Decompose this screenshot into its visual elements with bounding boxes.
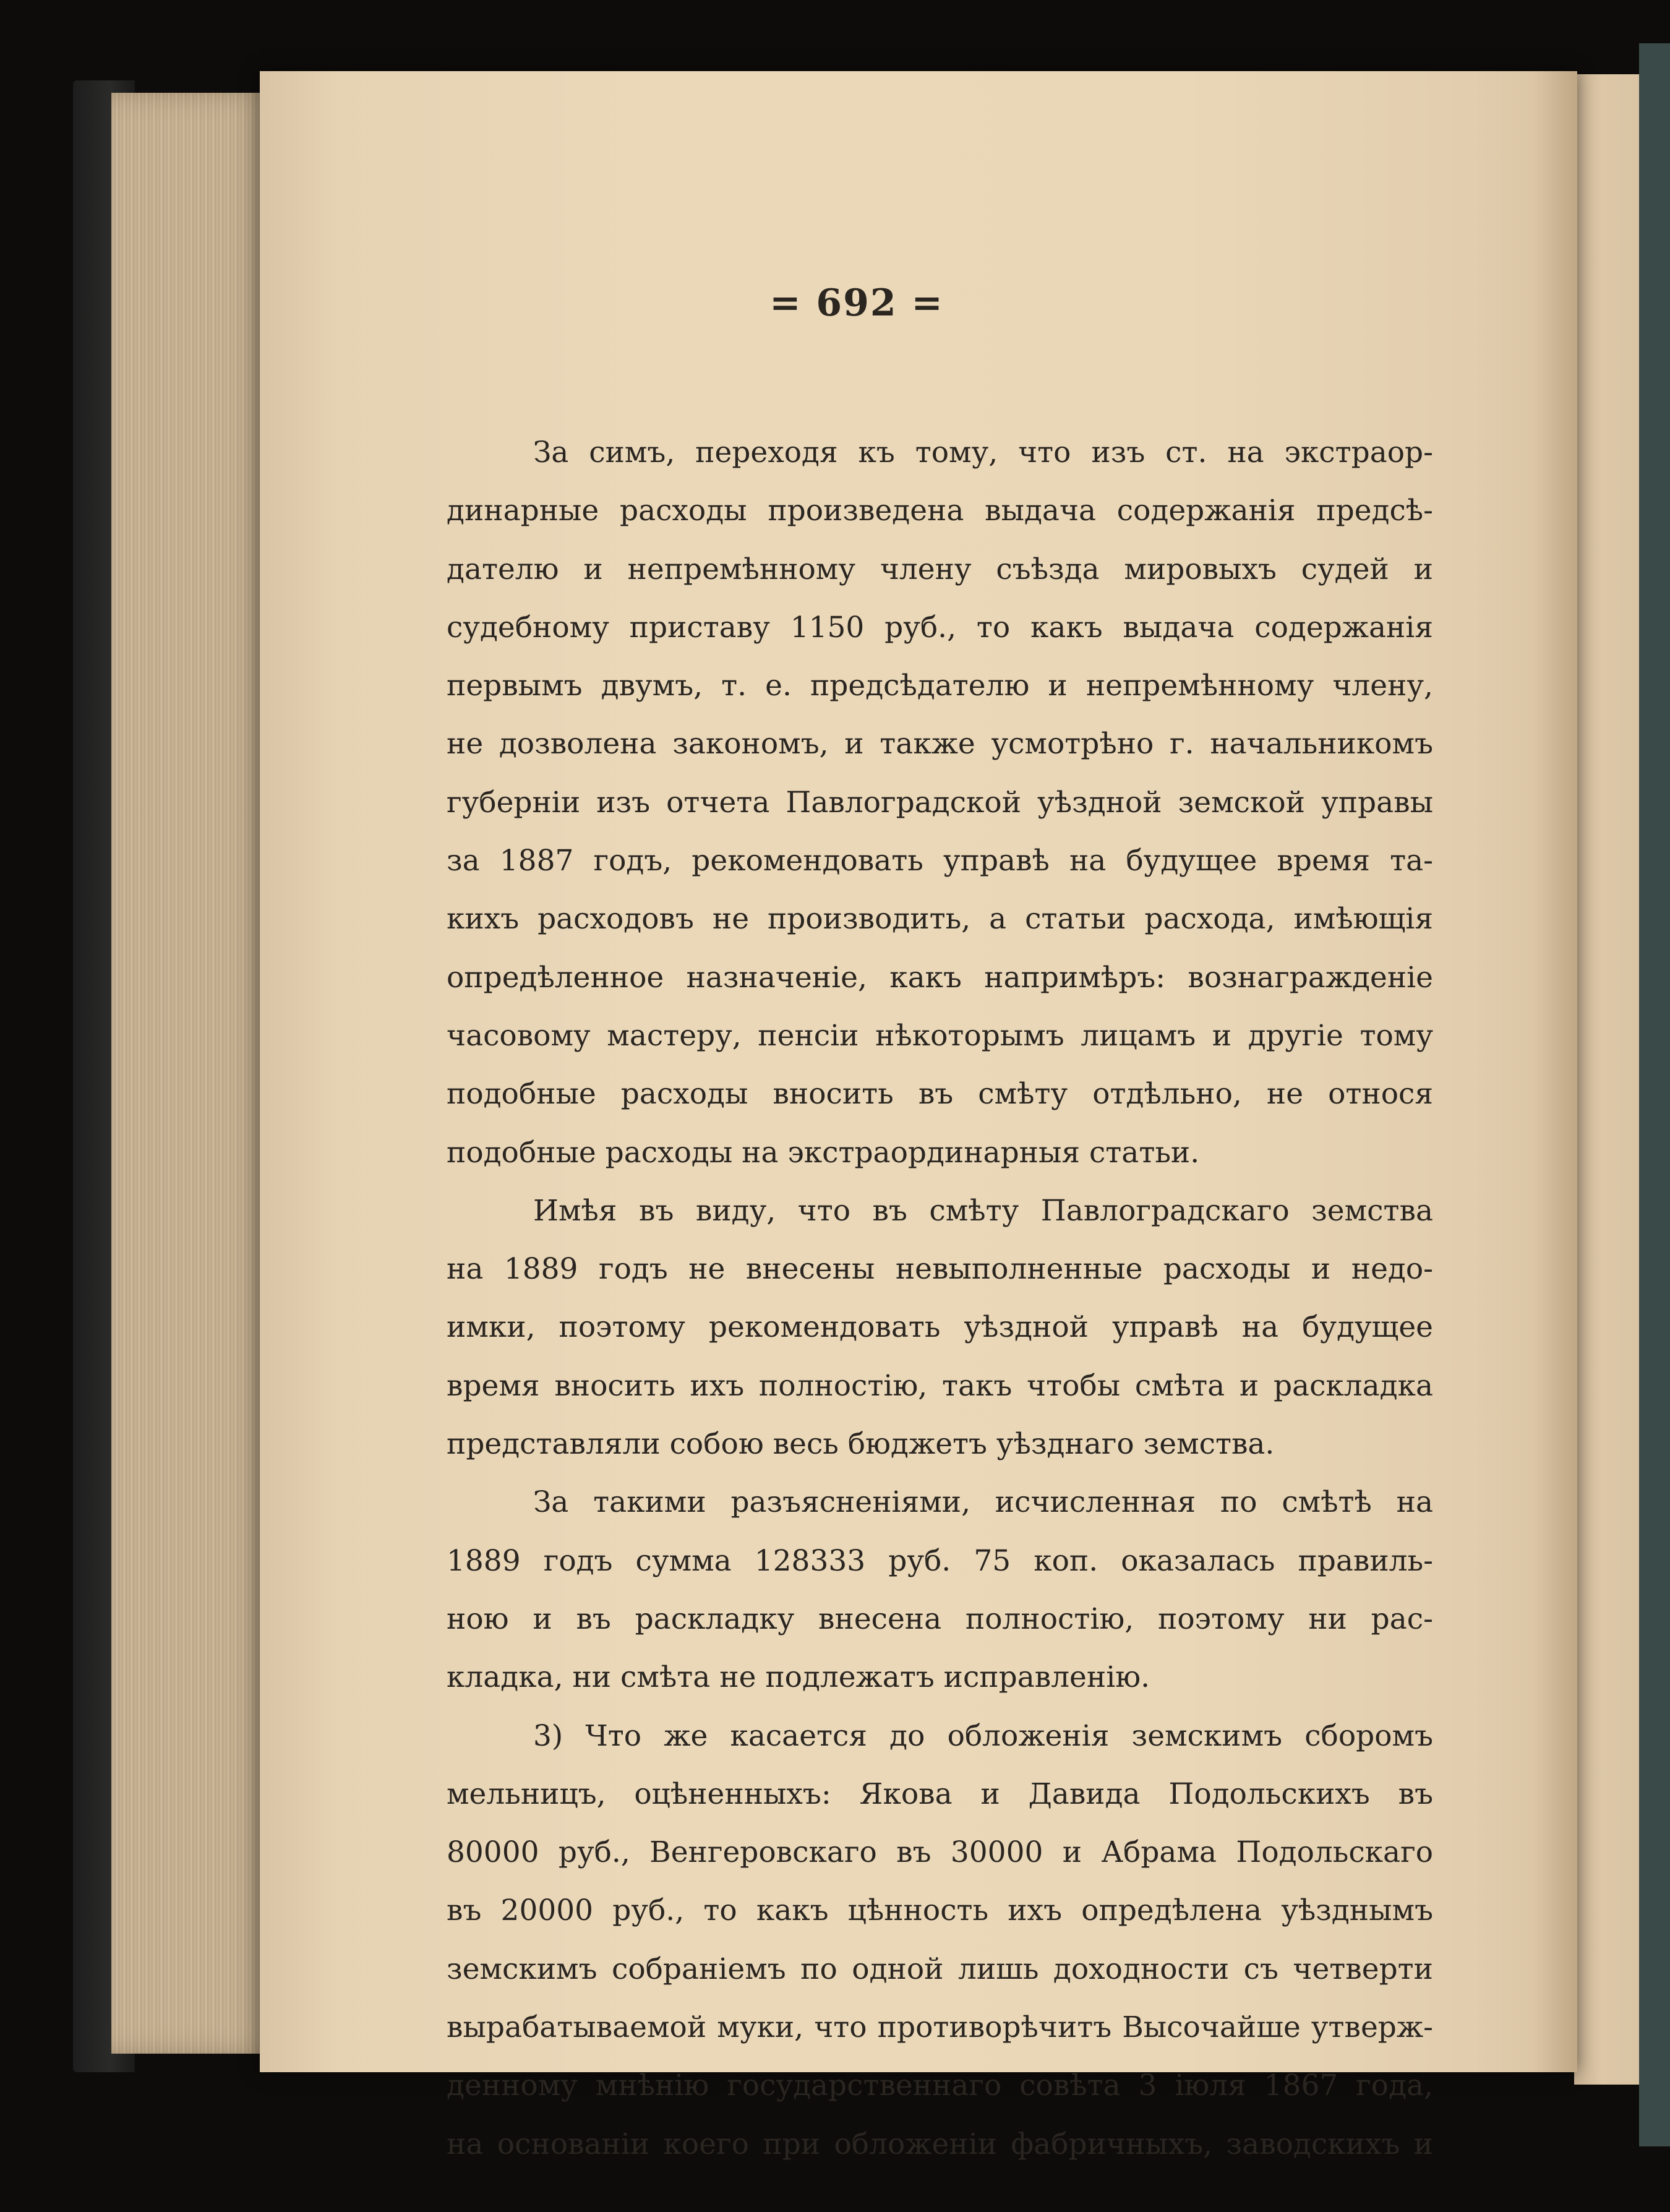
text-line: подобные расходы на экстраординарныя статьи. xyxy=(447,1135,1200,1170)
text-line: на основаніи коего при обложеніи фабричныхъ, заводскихъ и xyxy=(447,2127,1433,2161)
text-line: имки, поэтому рекомендовать уѣздной управѣ на будущее xyxy=(447,1310,1433,1345)
text-line: денному мнѣнію государственнаго совѣта 3 іюля 1867 года, xyxy=(447,2068,1433,2103)
text-line: не дозволена закономъ, и также усмотрѣно г. начальникомъ xyxy=(447,727,1433,761)
gutter-shadow xyxy=(1534,71,1577,2072)
text-line: за 1887 годъ, рекомендовать управѣ на будущее время та- xyxy=(447,844,1433,878)
text-line: мельницъ, оцѣненныхъ: Якова и Давида Подольскихъ въ xyxy=(447,1777,1433,1811)
page-stack-edges xyxy=(111,93,272,2054)
text-line: За симъ, переходя къ тому, что изъ ст. на экстраор- xyxy=(533,435,1433,469)
text-line: земскимъ собраніемъ по одной лишь доходности съ четверти xyxy=(447,1952,1433,1986)
text-line: 1889 годъ сумма 128333 руб. 75 коп. оказалась правиль- xyxy=(447,1543,1433,1578)
text-line: За такими разъясненіями, исчисленная по смѣтѣ на xyxy=(533,1485,1433,1520)
text-line: подобные расходы вносить въ смѣту отдѣльно, не относя xyxy=(447,1077,1433,1112)
page-number: = 692 = xyxy=(769,281,944,325)
text-line: часовому мастеру, пенсіи нѣкоторымъ лицамъ и другіе тому xyxy=(447,1018,1433,1053)
text-line: первымъ двумъ, т. е. предсѣдателю и непремѣнному члену, xyxy=(447,669,1433,703)
text-line: кихъ расходовъ не производить, а статьи расхода, имѣющія xyxy=(447,902,1433,937)
text-line: дателю и непремѣнному члену съѣзда мировыхъ судей и xyxy=(447,552,1433,586)
book-page xyxy=(260,71,1577,2161)
text-line: 3) Что же касается до обложенія земскимъ сборомъ xyxy=(533,1718,1433,1753)
text-line: динарные расходы произведена выдача содержанія предсѣ- xyxy=(447,494,1433,528)
scanner-edge xyxy=(1639,43,1670,2146)
text-line: ною и въ раскладку внесена полностію, поэтому ни рас- xyxy=(447,1601,1433,1636)
text-line: губерніи изъ отчета Павлоградской уѣздной земской управы xyxy=(447,785,1433,820)
text-line: Имѣя въ виду, что въ смѣту Павлоградскаго земства xyxy=(533,1193,1433,1228)
text-line: время вносить ихъ полностію, такъ чтобы смѣта и раскладка xyxy=(447,1368,1433,1403)
facing-page-edge xyxy=(1574,74,1642,2085)
text-line: кладка, ни смѣта не подлежатъ исправленію. xyxy=(447,1660,1150,1695)
text-line: судебному приставу 1150 руб., то какъ выдача содержанія xyxy=(447,610,1433,645)
text-line: въ 20000 руб., то какъ цѣнность ихъ опредѣлена уѣзднымъ xyxy=(447,1893,1433,1928)
text-line: вырабатываемой муки, что противорѣчитъ Высочайше утверж- xyxy=(447,2010,1433,2045)
body-text xyxy=(447,424,1433,2174)
text-line: на 1889 годъ не внесены невыполненные расходы и недо- xyxy=(447,1252,1433,1287)
text-line: представляли собою весь бюджетъ уѣзднаго земства. xyxy=(447,1427,1275,1462)
text-line: 80000 руб., Венгеровскаго въ 30000 и Абрама Подольскаго xyxy=(447,1835,1433,1870)
text-line: опредѣленное назначеніе, какъ напримѣръ: вознагражденіе xyxy=(447,960,1433,995)
